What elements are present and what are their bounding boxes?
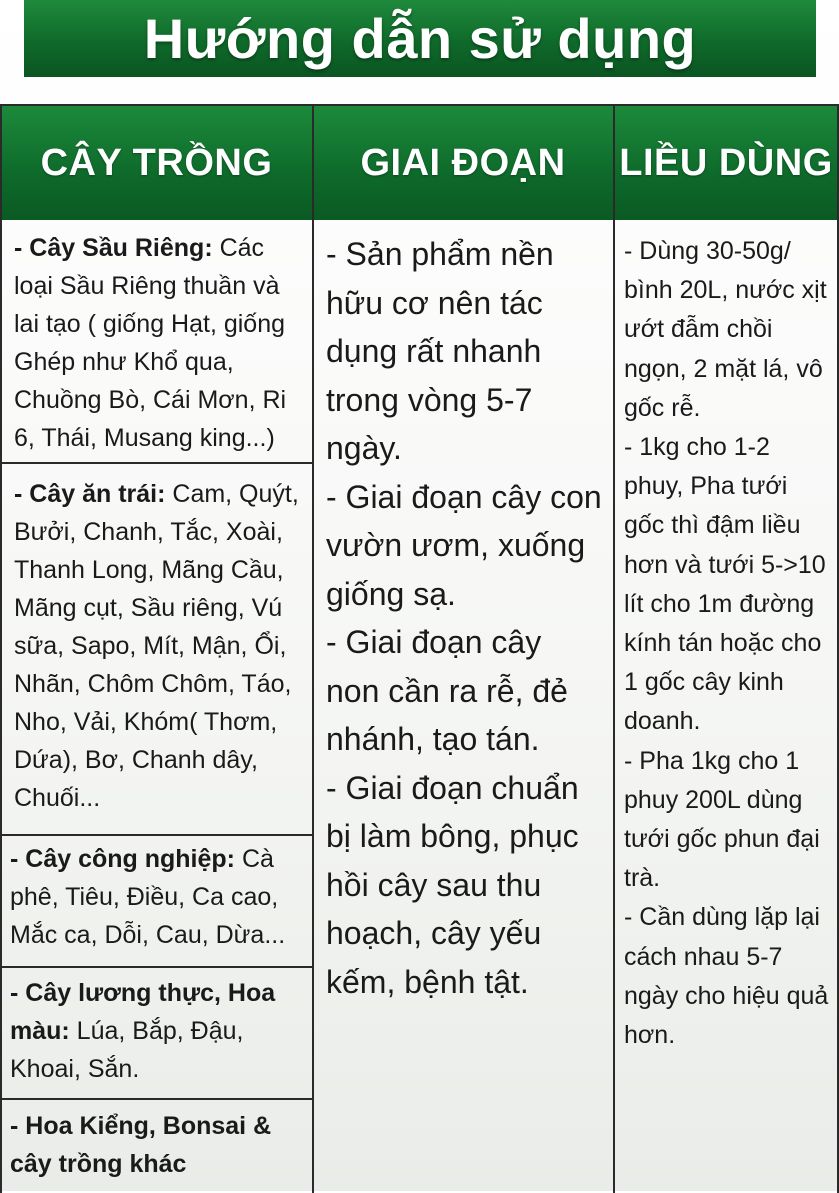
dose-column — [615, 232, 839, 1055]
crop-text: Lúa, Bắp, Đậu, Khoai, Sắn. — [10, 1017, 244, 1083]
crop-label: - Cây lương thực, Hoa màu: — [10, 979, 276, 1045]
crop-label: - Cây công nghiệp: — [10, 845, 235, 873]
crop-ornamental — [0, 1107, 313, 1183]
row-divider — [0, 966, 313, 968]
usage-table — [0, 104, 839, 1193]
crop-text: Các loại Sầu Riêng thuần và lai tạo ( giống Hạt, giống Ghép như Khổ qua, Chuồng Bò, Cái Mơn, Ri 6, Thái, Musang king...) — [14, 234, 287, 452]
crop-durian — [0, 229, 313, 457]
dose-item: - Pha 1kg cho 1 phuy 200L dùng tưới gốc phun đại trà. — [624, 746, 820, 893]
dose-item: - 1kg cho 1-2 phuy, Pha tưới gốc thì đậm liều hơn và tưới 5->10 lít cho 1m đường kính tán hoặc cho 1 gốc cây kinh doanh. — [624, 433, 826, 736]
stage-item: - Giai đoạn cây non cần ra rễ, đẻ nhánh, tạo tán. — [326, 624, 568, 757]
header-stage: GIAI ĐOẠN — [313, 106, 613, 220]
crop-label: - Cây Sầu Riêng: — [14, 234, 213, 262]
row-divider — [0, 462, 313, 464]
dose-item: - Cần dùng lặp lại cách nhau 5-7 ngày cho hiệu quả hơn. — [624, 903, 829, 1050]
row-divider — [0, 1098, 313, 1100]
crop-text: Cam, Quýt, Bưởi, Chanh, Tắc, Xoài, Thanh Long, Mãng Cầu, Mãng cụt, Sầu riêng, Vú sữa, Sapo, Mít, Mận, Ổi, Nhãn, Chôm Chôm, Táo, Nho, Vải, Khóm( Thơm, Dứa), Bơ, Chanh dây, Chuối... — [14, 480, 299, 812]
stage-item: - Giai đoạn cây con vườn ươm, xuống giống sạ. — [326, 478, 602, 612]
header-dose: LIỀU DÙNG — [613, 106, 839, 220]
crop-label: - Cây ăn trái: — [14, 480, 166, 508]
stage-item: - Giai đoạn chuẩn bị làm bông, phục hồi cây sau thu hoạch, cây yếu kếm, bệnh tật. — [326, 769, 579, 1000]
page-title: Hướng dẫn sử dụng — [143, 7, 697, 70]
dose-item: - Dùng 30-50g/ bình 20L, nước xịt ướt đẫm chồi ngọn, 2 mặt lá, vô gốc rễ. — [624, 237, 827, 422]
crop-fruit-trees — [0, 475, 313, 817]
crop-industrial — [0, 840, 313, 954]
stage-item: - Sản phẩm nền hữu cơ nên tác dụng rất nhanh trong vòng 5-7 ngày. — [326, 236, 554, 466]
crop-text: Cà phê, Tiêu, Điều, Ca cao, Mắc ca, Dỗi, Cau, Dừa... — [10, 845, 286, 949]
row-divider — [0, 834, 313, 836]
header-crop: CÂY TRỒNG — [0, 106, 313, 220]
title-banner — [24, 0, 816, 77]
stage-column — [314, 230, 612, 1006]
crop-label: - Hoa Kiểng, Bonsai & cây trồng khác — [10, 1112, 272, 1178]
crop-food-crops — [0, 974, 313, 1088]
